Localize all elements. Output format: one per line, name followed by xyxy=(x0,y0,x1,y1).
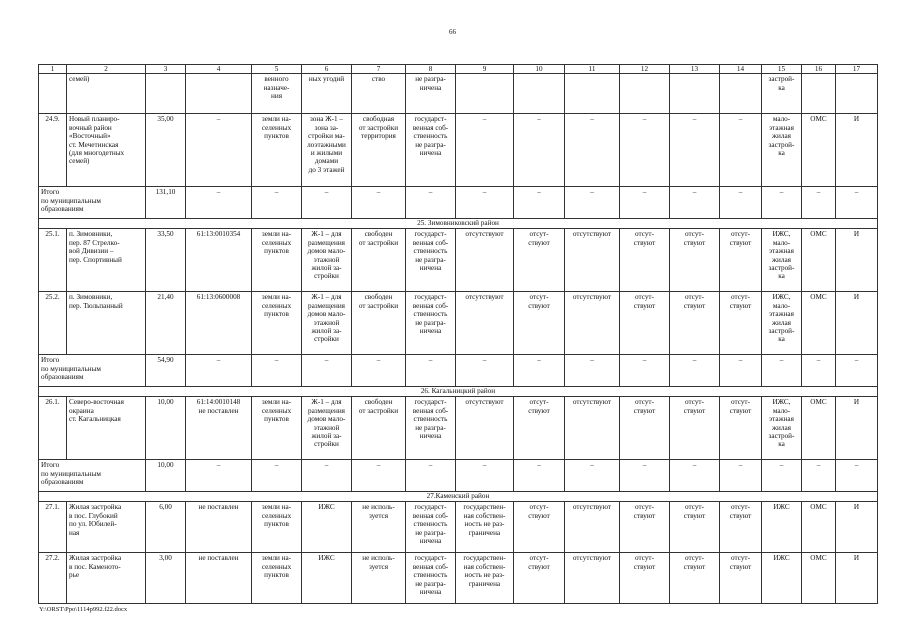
total-cell: – xyxy=(456,460,514,492)
table-row xyxy=(39,553,878,604)
column-number: 11 xyxy=(565,65,620,74)
table-cell: 26.1. xyxy=(39,397,67,460)
total-cell: – xyxy=(186,355,252,387)
table-cell: ИЖС xyxy=(762,553,802,604)
table-cell: – xyxy=(565,114,620,187)
table-cell: И xyxy=(836,553,878,604)
table-cell: п. Зимовники, пер. Тюльпанный xyxy=(67,292,146,355)
total-cell: – xyxy=(456,355,514,387)
total-cell: – xyxy=(670,355,720,387)
table-cell: ОМС xyxy=(802,553,836,604)
table-cell: Ж-1 – для размещения домов мало- этажной жилой за- стройки xyxy=(302,292,352,355)
table-cell: отсутствуют xyxy=(456,292,514,355)
table-cell: 6,00 xyxy=(146,502,186,553)
table-cell: ИЖС, мало- этажная жилая застрой- ка xyxy=(762,397,802,460)
table-cell: 24.9. xyxy=(39,114,67,187)
table-cell: отсут- ствуют xyxy=(514,292,565,355)
table-row xyxy=(39,114,878,187)
table-cell: И xyxy=(836,397,878,460)
total-cell: – xyxy=(720,460,762,492)
total-cell: 54,90 xyxy=(146,355,186,387)
table-cell: государст- венная соб- ственность не разгра- ничена xyxy=(406,553,456,604)
table-cell: Новый планиро- вочный район «Восточный» ст. Мечетинская (для многодетных семей) xyxy=(67,114,146,187)
table-cell: 3,00 xyxy=(146,553,186,604)
table-cell: государст- венная соб- ственность не разгра- ничена xyxy=(406,114,456,187)
total-cell: – xyxy=(406,460,456,492)
total-cell: – xyxy=(302,187,352,219)
total-cell: – xyxy=(252,187,302,219)
table-cell: земли на- селенных пунктов xyxy=(252,114,302,187)
table-cell: ИЖС, мало- этажная жилая застрой- ка xyxy=(762,292,802,355)
table-cell: 21,40 xyxy=(146,292,186,355)
table-cell: свободная от застройки территория xyxy=(352,114,406,187)
table-cell: государст- венная соб- ственность не разгра- ничена xyxy=(406,229,456,292)
table-cell: 27.2. xyxy=(39,553,67,604)
table-cell: 61:13:0010354 xyxy=(186,229,252,292)
total-row xyxy=(39,460,878,492)
total-cell: – xyxy=(352,460,406,492)
table-cell: свободен от застройки xyxy=(352,292,406,355)
total-cell: – xyxy=(456,187,514,219)
table-cell: отсут- ствуют xyxy=(620,397,670,460)
table-row xyxy=(39,502,878,553)
table-cell: отсут- ствуют xyxy=(620,292,670,355)
table-body xyxy=(39,65,878,604)
total-label: Итого по муниципальным образованиям xyxy=(39,187,146,219)
table-row xyxy=(39,229,878,292)
table-cell: отсутствуют xyxy=(456,229,514,292)
table-cell: ОМС xyxy=(802,502,836,553)
table-cell: отсут- ствуют xyxy=(720,553,762,604)
column-number: 3 xyxy=(146,65,186,74)
total-cell: – xyxy=(620,355,670,387)
table-cell: 33,50 xyxy=(146,229,186,292)
column-number: 8 xyxy=(406,65,456,74)
column-number: 5 xyxy=(252,65,302,74)
total-cell: – xyxy=(186,187,252,219)
table-cell: Жилая застройка в пос. Глубокий по ул. Юбилей- ная xyxy=(67,502,146,553)
table-cell: государст- венная соб- ственность не разгра- ничена xyxy=(406,502,456,553)
table-cell: – xyxy=(186,114,252,187)
section-heading-row xyxy=(39,219,878,229)
table-cell: отсут- ствуют xyxy=(670,292,720,355)
table-cell: отсутствуют xyxy=(456,397,514,460)
table-cell xyxy=(720,74,762,114)
table-cell: отсут- ствуют xyxy=(620,229,670,292)
column-number: 4 xyxy=(186,65,252,74)
table-cell xyxy=(836,74,878,114)
total-cell: 131,10 xyxy=(146,187,186,219)
land-plots-table xyxy=(38,64,878,604)
table-cell: земли на- селенных пунктов xyxy=(252,502,302,553)
table-cell: п. Зимовники, пер. 87 Стрелко- вой Дивизии – пер. Спортивный xyxy=(67,229,146,292)
table-cell: – xyxy=(620,114,670,187)
table-cell: не исполь- зуется xyxy=(352,502,406,553)
column-number: 10 xyxy=(514,65,565,74)
table-cell: свободен от застройки xyxy=(352,397,406,460)
table-cell: ных угодий xyxy=(302,74,352,114)
table-cell: И xyxy=(836,114,878,187)
table-cell: 10,00 xyxy=(146,397,186,460)
table-cell: земли на- селенных пунктов xyxy=(252,292,302,355)
table-cell: государст- венная соб- ственность не разгра- ничена xyxy=(406,292,456,355)
column-number: 9 xyxy=(456,65,514,74)
total-cell: – xyxy=(762,460,802,492)
total-cell: – xyxy=(720,187,762,219)
column-number: 13 xyxy=(670,65,720,74)
table-cell: ОМС xyxy=(802,114,836,187)
table-cell: отсут- ствуют xyxy=(720,502,762,553)
table-cell: государст- венная соб- ственность не разгра- ничена xyxy=(406,397,456,460)
file-path-footer: Y:\ORST\Ppo\1114p992.f22.docx xyxy=(39,606,128,613)
table-cell: отсут- ствуют xyxy=(670,553,720,604)
total-cell: – xyxy=(565,460,620,492)
table-cell: И xyxy=(836,292,878,355)
total-cell: – xyxy=(670,460,720,492)
total-cell: – xyxy=(836,355,878,387)
column-number: 1 xyxy=(39,65,67,74)
total-cell: – xyxy=(514,460,565,492)
section-heading: 25. Зимовниковский район xyxy=(39,219,878,229)
total-cell: – xyxy=(762,187,802,219)
total-row xyxy=(39,355,878,387)
table-cell xyxy=(802,74,836,114)
table-cell: И xyxy=(836,502,878,553)
table-cell: И xyxy=(836,229,878,292)
table-cell: – xyxy=(720,114,762,187)
table-cell: ОМС xyxy=(802,397,836,460)
total-cell: – xyxy=(762,355,802,387)
column-number: 15 xyxy=(762,65,802,74)
total-cell: – xyxy=(352,187,406,219)
total-cell: – xyxy=(514,187,565,219)
total-cell: – xyxy=(565,187,620,219)
table-cell: 27.1. xyxy=(39,502,67,553)
table-cell: не исполь- зуется xyxy=(352,553,406,604)
table-cell xyxy=(565,74,620,114)
total-cell: – xyxy=(186,460,252,492)
table-cell: государствен- ная собствен- ность не раз- граничена xyxy=(456,553,514,604)
table-cell: свободен от застройки xyxy=(352,229,406,292)
table-cell xyxy=(186,74,252,114)
table-cell: отсут- ствуют xyxy=(720,292,762,355)
table-cell: отсут- ствуют xyxy=(514,397,565,460)
table-cell: отсут- ствуют xyxy=(620,502,670,553)
column-number: 12 xyxy=(620,65,670,74)
table-cell: отсутствуют xyxy=(565,397,620,460)
table-cell: мало- этажная жилая застрой- ка xyxy=(762,114,802,187)
section-heading: 27.Каменский район xyxy=(39,492,878,502)
table-cell: – xyxy=(514,114,565,187)
total-label: Итого по муниципальным образованиям xyxy=(39,460,146,492)
total-cell: – xyxy=(302,460,352,492)
table-cell: отсут- ствуют xyxy=(620,553,670,604)
total-cell: – xyxy=(802,460,836,492)
total-cell: – xyxy=(620,460,670,492)
table-cell: 35,00 xyxy=(146,114,186,187)
table-cell: не поставлен xyxy=(186,502,252,553)
table-cell: ОМС xyxy=(802,229,836,292)
table-cell: не поставлен xyxy=(186,553,252,604)
table-cell: ство xyxy=(352,74,406,114)
column-number: 2 xyxy=(67,65,146,74)
table-cell xyxy=(456,74,514,114)
table-cell: не разгра- ничена xyxy=(406,74,456,114)
table-row xyxy=(39,397,878,460)
table-cell: отсутствуют xyxy=(565,502,620,553)
column-number: 16 xyxy=(802,65,836,74)
table-cell: отсут- ствуют xyxy=(514,229,565,292)
table-cell: 61:13:0600008 xyxy=(186,292,252,355)
total-label: Итого по муниципальным образованиям xyxy=(39,355,146,387)
table-cell: земли на- селенных пунктов xyxy=(252,397,302,460)
column-number: 17 xyxy=(836,65,878,74)
total-cell: – xyxy=(802,187,836,219)
table-cell: отсутствуют xyxy=(565,292,620,355)
total-cell: – xyxy=(620,187,670,219)
table-cell xyxy=(620,74,670,114)
total-cell: – xyxy=(514,355,565,387)
table-cell: земли на- селенных пунктов xyxy=(252,229,302,292)
table-cell: 25.2. xyxy=(39,292,67,355)
table-cell: отсутствуют xyxy=(565,553,620,604)
table-cell: 61:14:0010148 не поставлен xyxy=(186,397,252,460)
table-cell: государствен- ная собствен- ность не раз- граничена xyxy=(456,502,514,553)
total-cell: – xyxy=(352,355,406,387)
total-cell: – xyxy=(406,187,456,219)
total-cell: – xyxy=(406,355,456,387)
table-cell xyxy=(39,74,67,114)
column-number: 7 xyxy=(352,65,406,74)
table-cell: отсутствуют xyxy=(565,229,620,292)
table-cell: земли на- селенных пунктов xyxy=(252,553,302,604)
total-cell: – xyxy=(670,187,720,219)
total-cell: – xyxy=(836,460,878,492)
table-cell: зона Ж-1 – зона за- стройки ма- лоэтажными и жилыми домами до 3 этажей xyxy=(302,114,352,187)
table-cell: ОМС xyxy=(802,292,836,355)
column-number: 14 xyxy=(720,65,762,74)
table-cell: Ж-1 – для размещения домов мало- этажной жилой за- стройки xyxy=(302,229,352,292)
total-cell: – xyxy=(836,187,878,219)
table-cell: Северо-восточная окраина ст. Кагальницкая xyxy=(67,397,146,460)
table-cell: семей) xyxy=(67,74,146,114)
table-cell: ИЖС xyxy=(762,502,802,553)
table-cell: отсут- ствуют xyxy=(670,502,720,553)
total-cell: – xyxy=(720,355,762,387)
column-number: 6 xyxy=(302,65,352,74)
section-heading: 26. Кагальницкий район xyxy=(39,387,878,397)
total-cell: – xyxy=(252,355,302,387)
total-cell: – xyxy=(252,460,302,492)
table-cell: ИЖС xyxy=(302,502,352,553)
table-cell: застрой- ка xyxy=(762,74,802,114)
table-cell: венного назначе- ния xyxy=(252,74,302,114)
total-cell: – xyxy=(565,355,620,387)
table-row xyxy=(39,74,878,114)
table-cell: отсут- ствуют xyxy=(514,553,565,604)
table-cell: ИЖС xyxy=(302,553,352,604)
total-cell: 10,00 xyxy=(146,460,186,492)
table-cell xyxy=(514,74,565,114)
table-cell: отсут- ствуют xyxy=(514,502,565,553)
table-cell xyxy=(670,74,720,114)
table-row xyxy=(39,292,878,355)
total-row xyxy=(39,187,878,219)
total-cell: – xyxy=(802,355,836,387)
total-cell: – xyxy=(302,355,352,387)
table-cell xyxy=(146,74,186,114)
table-cell: – xyxy=(456,114,514,187)
section-heading-row xyxy=(39,492,878,502)
table-cell: 25.1. xyxy=(39,229,67,292)
table-cell: Жилая застройка в пос. Каменото- рье xyxy=(67,553,146,604)
table-cell: отсут- ствуют xyxy=(670,229,720,292)
table-cell: ИЖС, мало- этажная жилая застрой- ка xyxy=(762,229,802,292)
column-number-row xyxy=(39,65,878,74)
section-heading-row xyxy=(39,387,878,397)
table-cell: отсут- ствуют xyxy=(670,397,720,460)
table-cell: отсут- ствуют xyxy=(720,397,762,460)
table-cell: Ж-1 – для размещения домов мало- этажной жилой за- стройки xyxy=(302,397,352,460)
table-cell: – xyxy=(670,114,720,187)
page-number: 66 xyxy=(449,28,456,36)
table-cell: отсут- ствуют xyxy=(720,229,762,292)
